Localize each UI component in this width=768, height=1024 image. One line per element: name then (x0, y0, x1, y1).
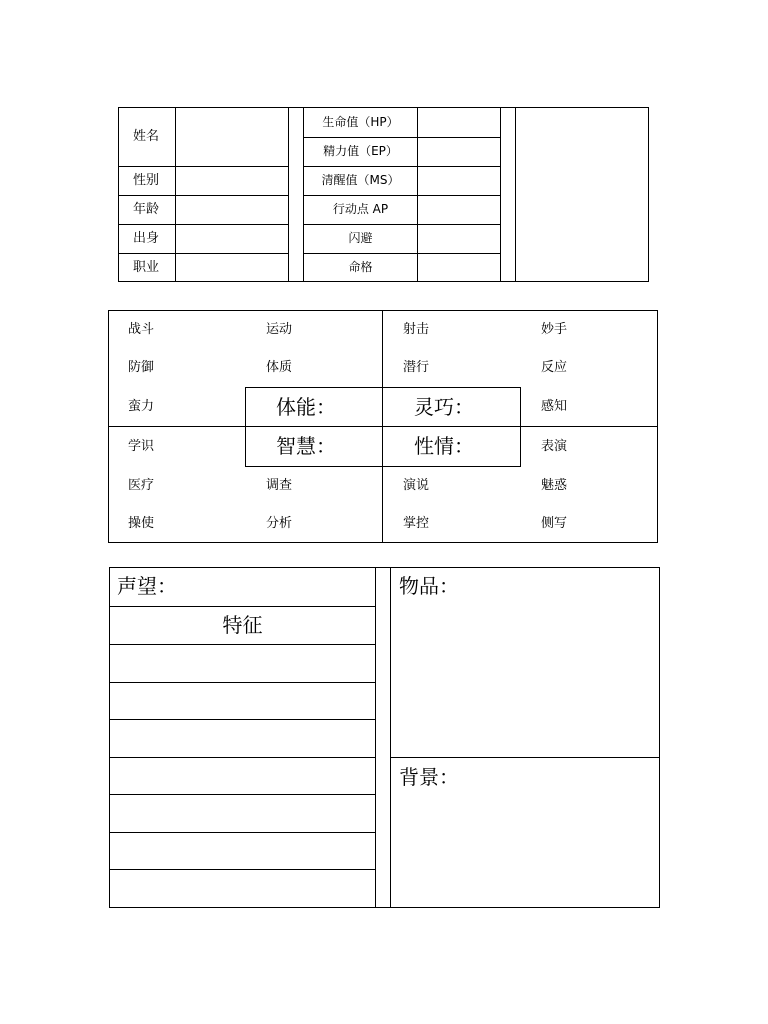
label-background: 背景： (399, 765, 459, 789)
label-occupation: 职业 (133, 260, 160, 275)
skill-knowledge: 学识 (128, 439, 155, 454)
divider (109, 719, 375, 720)
divider (303, 195, 500, 196)
ep-field[interactable] (420, 140, 498, 164)
skill-investigation: 调查 (266, 478, 293, 493)
fate-field[interactable] (420, 256, 498, 280)
label-ms: 清醒值（MS） (321, 173, 400, 187)
label-fate: 命格 (348, 260, 373, 274)
label-ep: 精力值（EP） (323, 144, 398, 158)
skill-medicine: 医疗 (128, 478, 155, 493)
divider (303, 137, 500, 138)
label-gender: 性别 (133, 173, 160, 188)
skill-charm: 魅惑 (541, 478, 568, 493)
label-age: 年龄 (133, 202, 160, 217)
hp-field[interactable] (420, 110, 498, 135)
skill-reaction: 反应 (541, 360, 568, 375)
name-field[interactable] (178, 110, 286, 164)
divider (109, 869, 375, 870)
divider (109, 832, 375, 833)
portrait-area[interactable] (517, 109, 647, 280)
attr-agility: 灵巧： (414, 395, 474, 419)
trait-field-2[interactable] (112, 685, 372, 717)
divider (118, 224, 288, 225)
label-origin: 出身 (133, 231, 160, 246)
skill-athletics: 运动 (266, 322, 293, 337)
label-dodge: 闪避 (348, 231, 373, 245)
divider (303, 166, 500, 167)
attr-temperament: 性情： (414, 434, 474, 458)
divider (118, 195, 288, 196)
skill-shooting: 射击 (403, 322, 430, 337)
label-items: 物品： (399, 574, 459, 598)
divider (109, 794, 375, 795)
skill-control: 掌控 (403, 516, 430, 531)
divider (303, 253, 500, 254)
divider (390, 567, 391, 908)
divider (118, 166, 288, 167)
dodge-field[interactable] (420, 227, 498, 251)
trait-field-7[interactable] (112, 872, 372, 905)
divider (515, 107, 516, 282)
trait-field-5[interactable] (112, 797, 372, 830)
attr-physique: 体能： (276, 395, 336, 419)
divider (303, 224, 500, 225)
skill-perception: 感知 (541, 399, 568, 414)
label-hp: 生命值（HP） (322, 115, 399, 129)
skill-defense: 防御 (128, 360, 155, 375)
skill-sleight: 妙手 (541, 322, 568, 337)
trait-field-3[interactable] (112, 722, 372, 755)
skill-brawn: 蛮力 (128, 399, 155, 414)
divider (118, 253, 288, 254)
skill-constitution: 体质 (266, 360, 293, 375)
divider (390, 757, 660, 758)
ms-field[interactable] (420, 169, 498, 193)
reputation-field[interactable] (185, 570, 371, 604)
ap-field[interactable] (420, 198, 498, 222)
divider (109, 606, 375, 607)
divider (109, 644, 375, 645)
trait-field-1[interactable] (112, 647, 372, 680)
trait-field-6[interactable] (112, 835, 372, 867)
divider (109, 682, 375, 683)
trait-field-4[interactable] (112, 760, 372, 792)
background-area[interactable] (395, 796, 655, 904)
skill-analysis: 分析 (266, 516, 293, 531)
divider (288, 107, 289, 282)
skill-command: 操使 (128, 516, 155, 531)
attr-wisdom: 智慧： (276, 434, 336, 458)
age-field[interactable] (178, 198, 286, 222)
occupation-field[interactable] (178, 256, 286, 280)
skill-profiling: 侧写 (541, 516, 568, 531)
skill-combat: 战斗 (128, 322, 155, 337)
items-area[interactable] (395, 605, 655, 753)
divider (500, 107, 501, 282)
skill-speech: 演说 (403, 478, 430, 493)
traits-heading: 特征 (222, 613, 263, 637)
divider (109, 757, 375, 758)
origin-field[interactable] (178, 227, 286, 251)
label-ap: 行动点 AP (332, 202, 389, 216)
gender-field[interactable] (178, 169, 286, 193)
label-name: 姓名 (133, 129, 160, 144)
label-reputation: 声望： (117, 574, 177, 598)
skill-stealth: 潜行 (403, 360, 430, 375)
divider (375, 567, 376, 908)
skill-performance: 表演 (541, 439, 568, 454)
